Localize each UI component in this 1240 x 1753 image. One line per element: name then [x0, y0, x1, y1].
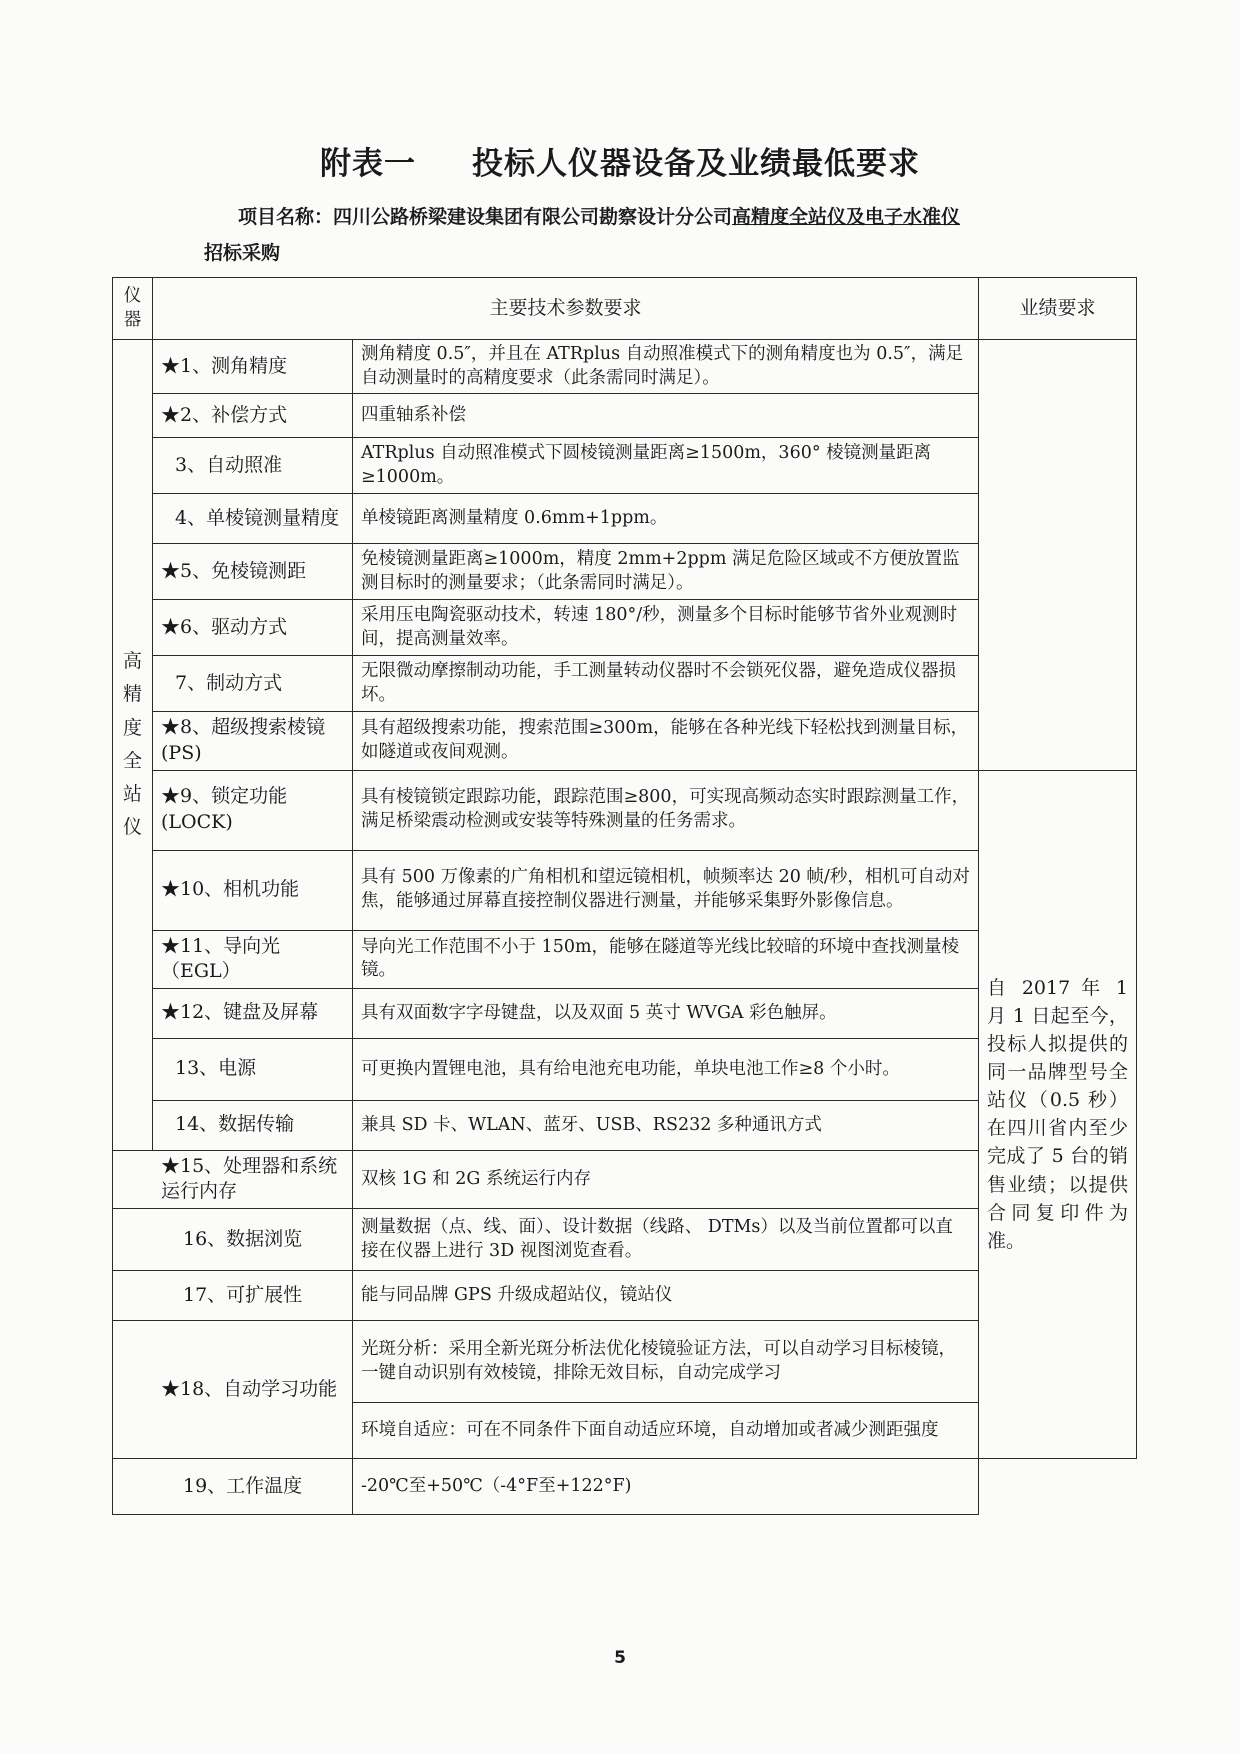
- param-value-2: 环境自适应：可在不同条件下面自动适应环境，自动增加或者减少测距强度: [353, 1403, 979, 1459]
- project-label: 项目名称：: [238, 206, 334, 228]
- param-name: ★12、键盘及屏幕: [153, 988, 353, 1038]
- table-row: [113, 340, 1137, 394]
- param-value: 无限微动摩擦制动功能，手工测量转动仪器时不会锁死仪器，避免造成仪器损坏。: [353, 656, 979, 712]
- table-row: [113, 1459, 1137, 1515]
- table-header-row: [113, 278, 1137, 340]
- project-name-underlined: 高精度全站仪及电子水准仪: [732, 206, 961, 228]
- param-name: 16、数据浏览: [113, 1209, 353, 1271]
- instrument-header: 仪 器: [113, 278, 153, 340]
- param-value: 具有超级搜索功能，搜索范围≥300m，能够在各种光线下轻松找到测量目标，如隧道或夜间观测。: [353, 712, 979, 770]
- title-part1: 附表一: [320, 146, 416, 182]
- param-value: 光斑分析：采用全新光斑分析法优化棱镜验证方法，可以自动学习目标棱镜，一键自动识别有效棱镜，排除无效目标，自动完成学习: [353, 1321, 979, 1403]
- param-name: 13、电源: [153, 1038, 353, 1100]
- param-value: 具有棱镜锁定跟踪功能，跟踪范围≥800，可实现高频动态实时跟踪测量工作，满足桥梁震动检测或安装等特殊测量的任务需求。: [353, 770, 979, 850]
- param-value: 单棱镜距离测量精度 0.6mm+1ppm。: [353, 494, 979, 544]
- param-name: ★8、超级搜索棱镜(PS): [153, 712, 353, 770]
- param-value: 测量数据（点、线、面）、设计数据（线路、 DTMs）以及当前位置都可以直接在仪器上进行 3D 视图浏览查看。: [353, 1209, 979, 1271]
- param-name: 4、单棱镜测量精度: [153, 494, 353, 544]
- param-name: 17、可扩展性: [113, 1271, 353, 1321]
- param-value: 能与同品牌 GPS 升级成超站仪，镜站仪: [353, 1271, 979, 1321]
- param-value: ATRplus 自动照准模式下圆棱镜测量距离≥1500m，360° 棱镜测量距离≥1000m。: [353, 438, 979, 494]
- param-name: 3、自动照准: [153, 438, 353, 494]
- performance-empty: [979, 340, 1137, 771]
- param-name: 7、制动方式: [153, 656, 353, 712]
- instrument-type: 高 精 度 全 站 仪: [113, 340, 153, 1151]
- param-name: ★1、测角精度: [153, 340, 353, 394]
- param-name: ★5、免棱镜测距: [153, 544, 353, 600]
- requirements-table: [112, 277, 1137, 1515]
- performance-requirement: 自 2017 年 1 月 1 日起至今，投标人拟提供的同一品牌型号全站仪（0.5 秒）在四川省内至少完成了 5 台的销售业绩；以提供合同复印件为准。: [979, 770, 1137, 1459]
- project-name-line: [238, 202, 960, 229]
- param-name: ★10、相机功能: [153, 850, 353, 930]
- param-value: 测角精度 0.5″，并且在 ATRplus 自动照准模式下的测角精度也为 0.5″，满足自动测量时的高精度要求（此条需同时满足）。: [353, 340, 979, 394]
- param-value: 双核 1G 和 2G 系统运行内存: [353, 1150, 979, 1208]
- param-name: 19、工作温度: [113, 1459, 353, 1515]
- table-row: [113, 770, 1137, 850]
- param-name: ★15、处理器和系统运行内存: [113, 1150, 353, 1208]
- param-name: ★9、锁定功能(LOCK): [153, 770, 353, 850]
- param-name: ★2、补偿方式: [153, 394, 353, 438]
- param-name: ★6、驱动方式: [153, 600, 353, 656]
- param-value: 具有 500 万像素的广角相机和望远镜相机，帧频率达 20 帧/秒，相机可自动对焦，能够通过屏幕直接控制仪器进行测量，并能够采集野外影像信息。: [353, 850, 979, 930]
- param-name: ★11、导向光（EGL）: [153, 930, 353, 988]
- param-name: 14、数据传输: [153, 1100, 353, 1150]
- param-value: 导向光工作范围不小于 150m，能够在隧道等光线比较暗的环境中查找测量棱镜。: [353, 930, 979, 988]
- param-value: -20℃至+50℃（-4°F至+122°F): [353, 1459, 979, 1515]
- project-name-line2: 招标采购: [204, 242, 281, 264]
- param-value: 兼具 SD 卡、WLAN、蓝牙、USB、RS232 多种通讯方式: [353, 1100, 979, 1150]
- param-value: 四重轴系补偿: [353, 394, 979, 438]
- page-number: 5: [614, 1648, 626, 1668]
- param-name: ★18、自动学习功能: [113, 1321, 353, 1459]
- performance-header: 业绩要求: [979, 278, 1137, 340]
- param-value: 免棱镜测量距离≥1000m，精度 2mm+2ppm 满足危险区域或不方便放置监测目标时的测量要求；（此条需同时满足）。: [353, 544, 979, 600]
- page-title: [0, 138, 1240, 183]
- param-value: 具有双面数字字母键盘，以及双面 5 英寸 WVGA 彩色触屏。: [353, 988, 979, 1038]
- main-params-header: 主要技术参数要求: [153, 278, 979, 340]
- param-value: 可更换内置锂电池，具有给电池充电功能，单块电池工作≥8 个小时。: [353, 1038, 979, 1100]
- project-name: 四川公路桥梁建设集团有限公司勘察设计分公司: [333, 206, 733, 228]
- param-value: 采用压电陶瓷驱动技术，转速 180°/秒，测量多个目标时能够节省外业观测时间，提高测量效率。: [353, 600, 979, 656]
- title-part2: 投标人仪器设备及业绩最低要求: [472, 146, 920, 182]
